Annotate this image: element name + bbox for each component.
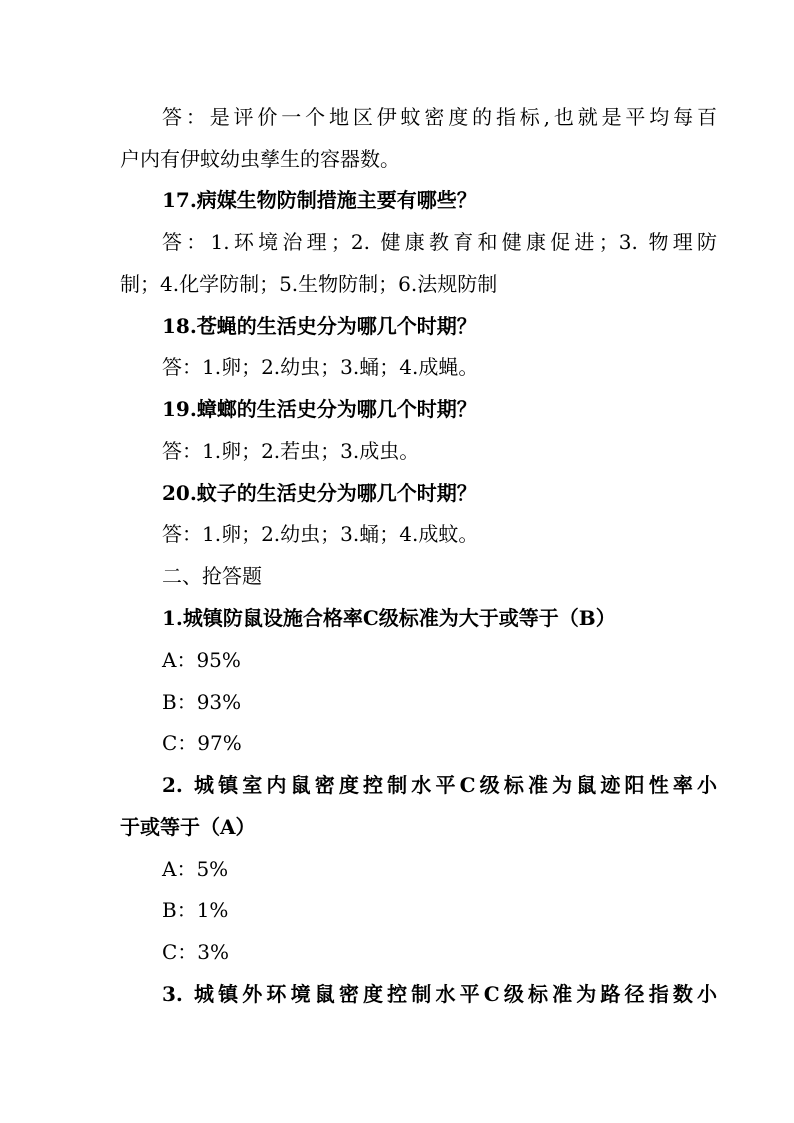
answer-16-line-2: 户内有伊蚊幼虫孳生的容器数。 — [120, 147, 400, 171]
answer-17-line-1: 答：1.环境治理；2. 健康教育和健康促进；3. 物理防 — [162, 230, 717, 254]
quiz-2-option-c: C：3% — [162, 940, 230, 964]
question-20: 20.蚊子的生活史分为哪几个时期？ — [162, 481, 477, 505]
question-18: 18.苍蝇的生活史分为哪几个时期？ — [162, 314, 477, 338]
quiz-2-option-a: A：5% — [162, 857, 229, 881]
question-17: 17.病媒生物防制措施主要有哪些？ — [162, 188, 477, 212]
quiz-question-2-line-2: 于或等于（A） — [120, 815, 256, 839]
quiz-question-3-line-1: 3. 城镇外环境鼠密度控制水平C级标准为路径指数小 — [162, 982, 717, 1006]
answer-17-line-2: 制；4.化学防制；5.生物防制；6.法规防制 — [120, 272, 498, 296]
quiz-1-option-a: A：95% — [162, 648, 241, 672]
quiz-1-option-b: B：93% — [162, 690, 242, 714]
answer-20: 答：1.卵；2.幼虫；3.蛹；4.成蚊。 — [162, 522, 479, 546]
quiz-question-2-line-1: 2. 城镇室内鼠密度控制水平C级标准为鼠迹阳性率小 — [162, 773, 717, 797]
section-heading-quick-answer: 二、抢答题 — [162, 564, 262, 588]
quiz-2-option-b: B：1% — [162, 898, 229, 922]
answer-19: 答：1.卵；2.若虫；3.成虫。 — [162, 439, 420, 463]
question-19: 19.蟑螂的生活史分为哪几个时期？ — [162, 397, 477, 421]
quiz-1-option-c: C：97% — [162, 731, 242, 755]
quiz-question-1: 1.城镇防鼠设施合格率C级标准为大于或等于（B） — [162, 606, 616, 630]
answer-16-line-1: 答：是评价一个地区伊蚊密度的指标,也就是平均每百 — [162, 105, 717, 129]
answer-18: 答：1.卵；2.幼虫；3.蛹；4.成蝇。 — [162, 355, 479, 379]
